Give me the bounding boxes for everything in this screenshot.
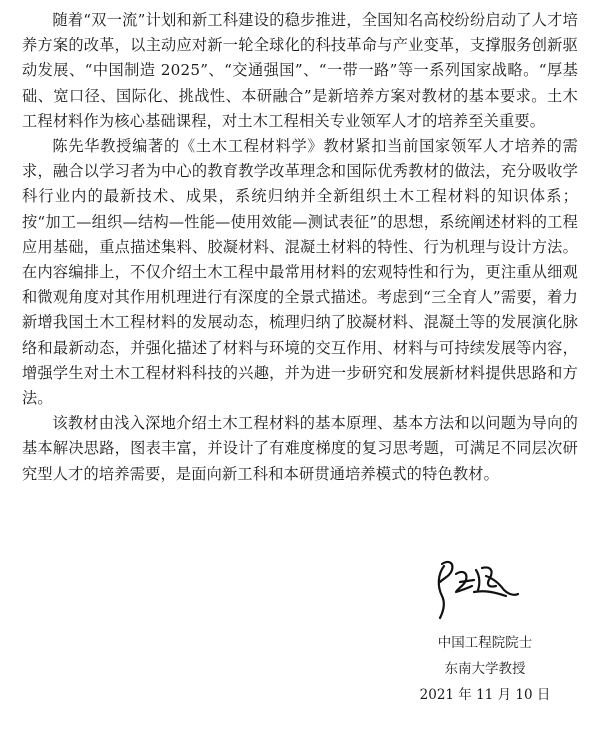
- paragraph-2: 陈先华教授编著的《土木工程材料学》教材紧扣当前国家领军人才培养的需求，融合以学习者为中心的教育教学改革理念和国际优秀教材的做法，充分吸收学科行业内的最新技术、成果，系统归纳并全新组织土木工程材料的知识体系；按“加工—组织—结构—性能—使用效能—测试表征”的思想，系统阐述材料的工程应用基础，重点描述集料、胶凝材料、混凝土材料的特性、行为机理与设计方法。在内容编排上，不仅介绍土木工程中最常用材料的宏观特性和行为，更注重从细观和微观角度对其作用机理进行有深度的全景式描述。考虑到“三全育人”需要，着力新增我国土木工程材料的发展动态，梳理归纳了胶凝材料、混凝土等的发展演化脉络和最新动态，并强化描述了材料与环境的交互作用、材料与可持续发展等内容，增强学生对土木工程材料科技的兴趣，并为进一步研究和发展新材料提供思路和方法。: [22, 137, 578, 408]
- paragraph-3: 该教材由浅入深地介绍土木工程材料的基本原理、基本方法和以问题为导向的基本解决思路，图表丰富，并设计了有难度梯度的复习思考题，可满足不同层次研究型人才的培养需要，是面向新工科和本研贯通培养模式的特色教材。: [22, 414, 578, 483]
- handwritten-signature: [428, 552, 520, 622]
- body-text: [22, 8, 578, 487]
- signature-date: 2021 年 11 月 10 日: [419, 687, 551, 703]
- author-title-academician: 中国工程院院士: [437, 635, 533, 651]
- author-title-professor: 东南大学教授: [444, 661, 526, 677]
- paragraph-1: 随着“双一流”计划和新工科建设的稳步推进，全国知名高校纷纷启动了人才培养方案的改革，以主动应对新一轮全球化的科技革命与产业变革，支撑服务创新驱动发展、“中国制造 2025”、“交通强国”、“一带一路”等一系列国家战略。“厚基础、宽口径、国际化、挑战性、本研融合”是新培养方案对教材的基本要求。土木工程材料作为核心基础课程，对土木工程相关专业领军人才的培养至关重要。: [22, 11, 578, 130]
- signature-block: [400, 630, 570, 708]
